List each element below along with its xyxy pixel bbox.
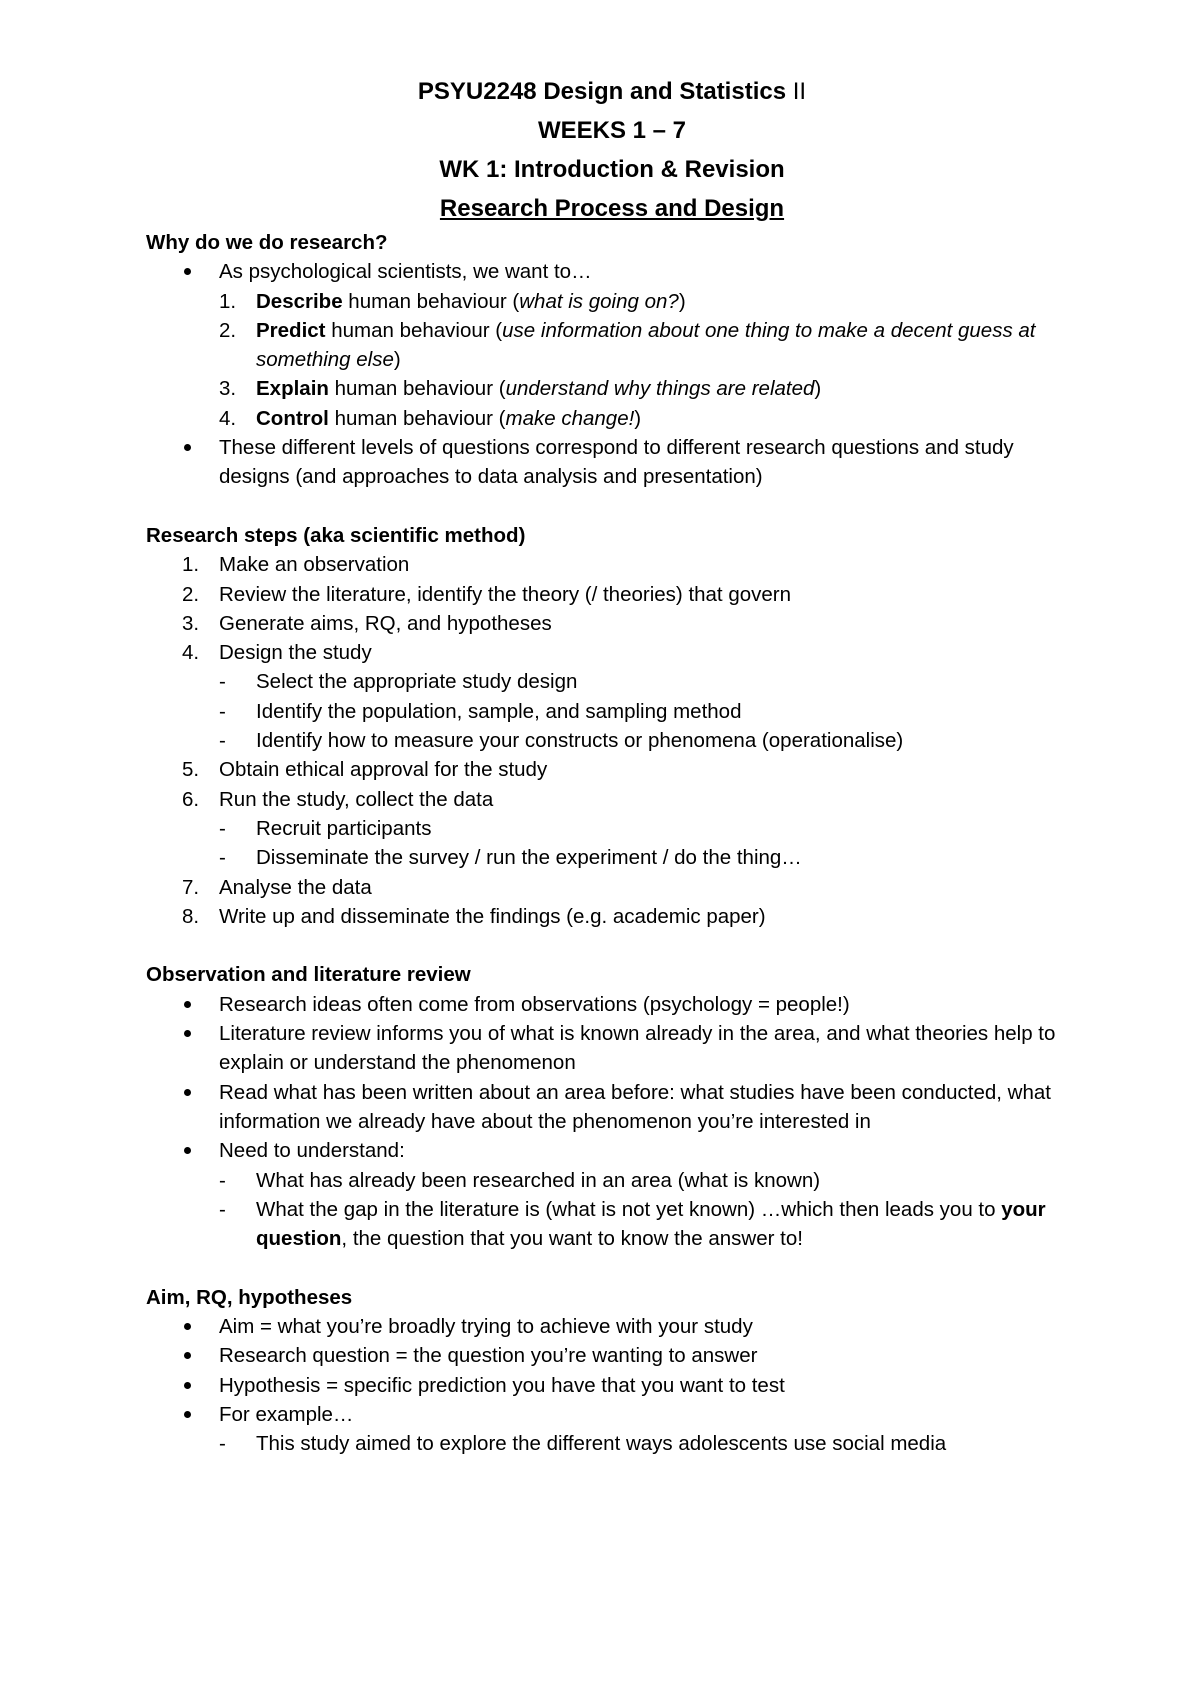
spacer xyxy=(146,492,1090,521)
aim-title: Aim, RQ, hypotheses xyxy=(146,1285,353,1309)
bullet-icon xyxy=(184,1411,191,1418)
list-item: Need to understand: xyxy=(146,1136,1090,1165)
bullet-icon xyxy=(184,1352,191,1359)
list-item: Research ideas often come from observations (psychology = people!) xyxy=(146,990,1090,1019)
list-item: Aim = what you’re broadly trying to achieve with your study xyxy=(146,1312,1090,1341)
list-item: As psychological scientists, we want to… xyxy=(146,257,1090,286)
list-item: 8. Write up and disseminate the findings (e.g. academic paper) xyxy=(182,904,766,928)
list-item: 2. Review the literature, identify the theory (/ theories) that govern xyxy=(182,582,792,606)
list-item: 2. Predict human behaviour (use information about one thing to make a decent guess at something else) xyxy=(219,318,1036,372)
list-item: - Identify the population, sample, and sampling method xyxy=(219,699,742,723)
document-header xyxy=(134,72,1090,228)
list-item: 7. Analyse the data xyxy=(182,875,372,899)
list-item: 1. Make an observation xyxy=(182,553,410,577)
list-item: 4. Design the study xyxy=(182,641,372,665)
list-item: 3. Generate aims, RQ, and hypotheses xyxy=(182,611,552,635)
list-item: - Disseminate the survey / run the experiment / do the thing… xyxy=(219,846,802,870)
bullet-icon xyxy=(184,1001,191,1008)
bullet-icon xyxy=(184,1323,191,1330)
list-item: - What has already been researched in an area (what is known) xyxy=(219,1168,821,1192)
list-item: - Recruit participants xyxy=(219,816,432,840)
list-item: Research question = the question you’re wanting to answer xyxy=(146,1341,1090,1370)
course-title: PSYU2248 Design and Statistics II xyxy=(417,78,807,105)
list-item: 4. Control human behaviour (make change!) xyxy=(219,406,642,430)
list-item: - Identify how to measure your constructs or phenomena (operationalise) xyxy=(219,729,904,753)
list-item: 1. Describe human behaviour (what is going on?) xyxy=(219,289,686,313)
list-item: Hypothesis = specific prediction you have that you want to test xyxy=(146,1371,1090,1400)
obs-title: Observation and literature review xyxy=(146,963,471,987)
bullet-icon xyxy=(184,444,191,451)
list-item: - Select the appropriate study design xyxy=(219,670,578,694)
list-item: Read what has been written about an area before: what studies have been conducted, what information we already have about the phenomenon you’re interested in xyxy=(146,1078,1090,1137)
bullet-icon xyxy=(184,1382,191,1389)
steps-title: Research steps (aka scientific method) xyxy=(146,523,526,547)
list-item: 5. Obtain ethical approval for the study xyxy=(182,758,548,782)
section-heading: Research Process and Design xyxy=(439,195,785,222)
list-item: - This study aimed to explore the different ways adolescents use social media xyxy=(219,1432,947,1456)
list-item: For example… xyxy=(146,1400,1090,1429)
list-item: 3. Explain human behaviour (understand why things are related) xyxy=(219,377,822,401)
list-item: - What the gap in the literature is (what is not yet known) …which then leads you to your question, the question that you want to know the answer to! xyxy=(219,1197,1046,1251)
bullet-icon xyxy=(184,1030,191,1037)
list-item: 6. Run the study, collect the data xyxy=(182,787,494,811)
week1-heading: WK 1: Introduction & Revision xyxy=(439,156,785,183)
bullet-icon xyxy=(184,1089,191,1096)
spacer xyxy=(146,1253,1090,1282)
bullet-icon xyxy=(184,268,191,275)
weeks-heading: WEEKS 1 – 7 xyxy=(537,117,687,144)
list-item: These different levels of questions correspond to different research questions and study designs (and approaches to data analysis and presentation) xyxy=(146,433,1090,492)
list-item: Literature review informs you of what is known already in the area, and what theories help to explain or understand the phenomenon xyxy=(146,1019,1090,1078)
why-title: Why do we do research? xyxy=(146,231,388,254)
spacer xyxy=(146,931,1090,960)
bullet-icon xyxy=(184,1147,191,1154)
